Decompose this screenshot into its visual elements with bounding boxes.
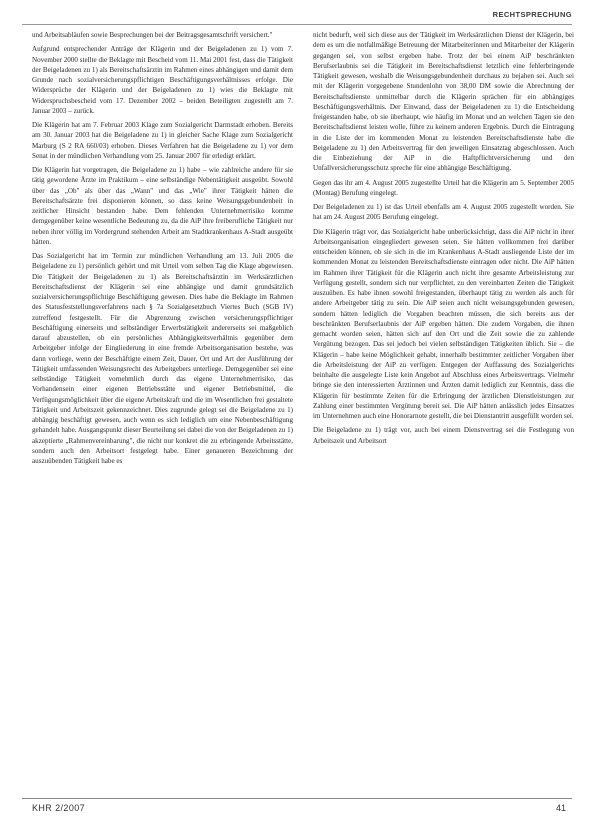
paragraph: Aufgrund entsprechender Anträge der Klägerin und der Beigeladenen zu 1) vom 7. November 2000 stellte die Beklagte mit Bescheid vom 11. Mai 2001 fest, dass die Tätigkeit der Beigeladenen zu 1) als Bereitschaftsärztin im Rahmen eines abhängigen und damit dem Grunde nach sozialversicherungspflichtigen Beschäftigungsverhältnisses erfolge. Die Widersprüche der Klägerin und der Beigeladenen zu 1) wies die Beklagte mit Widerspruchsbescheid vom 17. Dezember 2002 – beiden Beteiligten zugestellt am 7. Januar 2003 – zurück. bbox=[32, 45, 293, 115]
paragraph: Das Sozialgericht hat im Termin zur mündlichen Verhandlung am 13. Juli 2005 die Beigeladene zu 1) persönlich gehört und mit Urteil vom selben Tag die Klage abgewiesen. Die Tätigkeit der Beigeladenen zu 1) als Bereitschaftsärztin im Werksärztlichen Bereitschaftsdienst der Klägerin sei eine abhängige und damit grundsätzlich sozialversicherungspflichtige Beschäftigung gewesen. Dies habe die Beklagte im Rahmen des Statusfeststellungsverfahrens nach § 7a Sozialgesetzbuch Viertes Buch (SGB IV) zutreffend festgestellt. Für die Abgrenzung zwischen versicherungspflichtiger Beschäftigung einerseits und selbständiger Erwerbstätigkeit andererseits sei maßgeblich darauf abzustellen, ob ein persönliches Abhängigkeitsverhältnis gegenüber dem Arbeitgeber infolge der Eingliederung in eine fremde Arbeitsorganisation bestehe, was dann vorliege, wenn der Beschäftigte einem Zeit, Dauer, Ort und Art der Ausführung der Tätigkeit umfassenden Weisungsrecht des Arbeitgebers unterliege. Demgegenüber sei eine selbständige Tätigkeit vornehmlich durch das eigene Unternehmerrisiko, das Vorhandensein einer eigenen Betriebsstätte und eigener Betriebsmittel, die Verfügungsmöglichkeit über die eigene Arbeitskraft und die im Wesentlichen frei gestaltete Tätigkeit und Arbeitszeit gekennzeichnet. Dies zugrunde gelegt sei die Beigeladene zu 1) abhängig beschäftigt gewesen, auch wenn es sich lediglich um eine Nebenbeschäftigung gehandelt habe. Ausgangspunkt dieser Beurteilung sei dabei die von der Beigeladenen zu 1) akzeptierte „Rahmenvereinbarung", die nicht nur konkret die zu erbringende Arbeitsstätte, sondern auch den Arbeitsort festgelegt habe. Einer genaueren Bezeichnung der auszuübenden Tätigkeit habe es bbox=[32, 252, 294, 465]
paragraph: und Arbeitsabläufen sowie Besprechungen bei der Beitragsgesamtschrift versichert." bbox=[32, 31, 273, 39]
paragraph: Die Klägerin hat am 7. Februar 2003 Klage zum Sozialgericht Darmstadt erhoben. Bereits am 30. Januar 2003 hat die Beigeladene zu 1) in gleicher Sache Klage zum Sozialgericht Marburg (S 2 RA 660/03) erhoben. Dieses Verfahren hat die Beigeladene zu 1) vor dem Senat in der mündlichen Verhandlung vom 25. Januar 2007 für erledigt erklärt. bbox=[32, 121, 293, 160]
paragraph: Die Beigeladene zu 1) trägt vor, auch bei einem Dienstvertrag sei die Festlegung von Arbeitszeit und Arbeitsort bbox=[313, 426, 574, 445]
right-column bbox=[313, 30, 574, 450]
paragraph: Gegen das ihr am 4. August 2005 zugestellte Urteil hat die Klägerin am 5. September 2005 (Montag) Berufung eingelegt. bbox=[313, 178, 574, 197]
left-column bbox=[32, 30, 293, 470]
page-number: 41 bbox=[555, 803, 566, 813]
header-rule bbox=[22, 24, 572, 25]
paragraph: Die Klägerin trägt vor, das Sozialgericht habe unberücksichtigt, dass die AiP nicht in ihrer Arbeitsorganisation eingegliedert gewesen seien. Sie hätten vollkommen frei darüber entscheiden können, ob sie sich in die im Krankenhaus A-Stadt ausliegende Liste der im kommenden Monat zu leistenden Bereitschaftsdienste eintragen oder nicht. Die AiP hätten im Rahmen ihrer Tätigkeit für die Klägerin auch nicht ihre gesamte Arbeitsleistung zur Verfügung gestellt, sondern sich nur verpflichtet, zu den vereinbarten Zeiten die Tätigkeit auszuüben. Es habe ihnen sowohl freigestanden, überhaupt tätig zu werden als auch für andere Arbeitgeber tätig zu sein. Die AiP seien auch nicht weisungsgebunden gewesen, sondern hätten lediglich die Vorgaben beachten müssen, die sich bereits aus der beschränkten Berufserlaubnis der AiP ergeben hätten. Die zudem Vorgaben, die ihnen gemacht worden seien, hätten sich auf den Ort und die Zeit sowie die zu zahlende Vergütung bezogen. Das sei jedoch bei vielen selbständigen Tätigkeiten üblich. Sie – die Klägerin – habe keine Möglichkeit gehabt, innerhalb bestimmter zeitlicher Vorgaben über die Arbeitsleistung der AiP zu verfügen. Entgegen der Auffassung des Sozialgerichts beinhalte die ausgelegte Liste kein Angebot auf Abschluss eines Arbeitsvertrags. Vielmehr bringe sie den interessierten Ärztinnen und Ärzten damit lediglich zur Kenntnis, dass die Klägerin für bestimmte Zeiten für die Erbringung der ärztlichen Dienstleistungen zur Zahlung einer bestimmten Vergütung bereit sei. Die AiP hätten anlässlich jedes Einsatzes im Unternehmen auch eine Honorarnote gestellt, die bei Dienstantritt ausgefüllt worden sei. bbox=[313, 227, 574, 420]
paragraph: nicht bedurft, weil sich diese aus der Tätigkeit im Werksärztlichen Dienst der Klägerin, bei dem es um die notfallmäßige Betreuung der Mitarbeiterinnen und Mitarbeiter der Klägerin gegangen sei, von selbst ergeben habe. Trotz der bei einem AiP beschränkten Berufserlaubnis sei die Tätigkeit im Bereitschaftsdienst letztlich eine fehlerbringende Tätigkeit gewesen, weshalb die Weisungsgebundenheit durchaus zu bejahen sei. Auch sei mit der Klägerin vorgegebene Stundenlohn von 38,00 DM sowie die Abrechnung der Bereitschaftsdienste unmittelbar durch die Klägerin sprächen für ein abhängiges Beschäftigungsverhältnis. Der Einwand, dass der Beigeladenen zu 1) die Entscheidung freigestanden habe, ob sie überhaupt, wie häufig im Monat und an welchen Tagen sie den Bereitschaftsdienst leisten wolle, führe zu keinem anderen Ergebnis. Durch die Eintragung in die Liste der im kommenden Monat zu leistenden Bereitschaftsdienste habe die Beigeladene zu 1) den Arbeitsvertrag für den jeweiligen Einsatztag abgeschlossen. Auch die Einbeziehung der AiP in die Haftpflichtversicherung und den Unfallversicherungsschutz spreche für eine abhängige Beschäftigung. bbox=[313, 31, 574, 173]
section-header: RECHTSPRECHUNG bbox=[492, 10, 572, 19]
journal-issue: KHR 2/2007 bbox=[32, 803, 86, 813]
footer-rule bbox=[22, 798, 572, 799]
paragraph: Der Beigeladenen zu 1) ist das Urteil ebenfalls am 4. August 2005 zugestellt worden. Sie hat am 24. August 2005 Berufung eingelegt. bbox=[313, 203, 574, 222]
paragraph: Die Klägerin hat vorgetragen, die Beigeladene zu 1) habe – wie zahlreiche andere für sie tätig gewordene Ärzte im Praktikum – eine selbständige Nebentätigkeit ausgeübt. Sowohl über das „Ob" als über das „Wann" und das „Wie" ihrer Tätigkeit hätten die Bereitschaftsärzte frei disponieren können, so dass keine Weisungsgebundenheit in zeitlicher Hinsicht bestanden habe. Dem fehlenden Unternehmerrisiko komme demgegenüber keine wesentliche Bedeutung zu, da die AiP ihre freiberufliche Tätigkeit nur neben ihrer völlig im Vordergrund stehenden Arbeit am Stadtkrankenhaus A-Stadt ausgeübt hätten. bbox=[32, 166, 293, 246]
